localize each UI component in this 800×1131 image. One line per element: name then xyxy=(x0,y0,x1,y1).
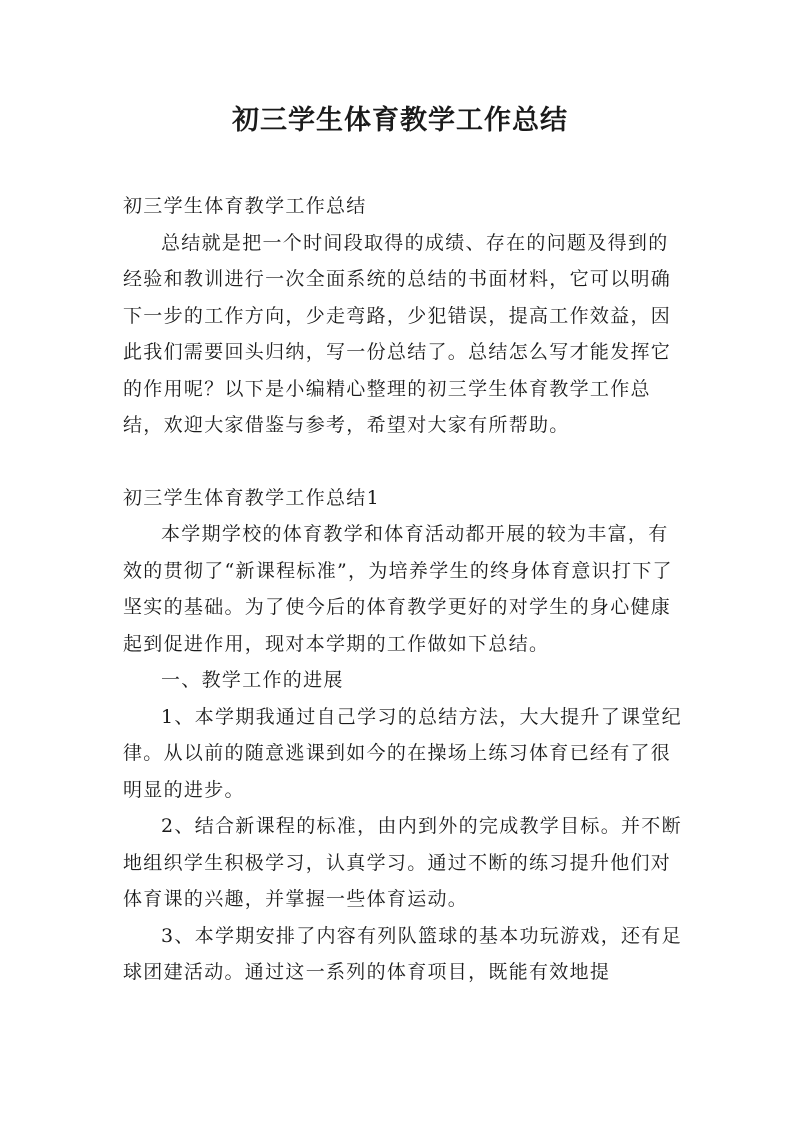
subsection-heading: 一、教学工作的进展 xyxy=(161,669,344,691)
list-item-1: 1、本学期我通过自己学习的总结方法，大大提升了课堂纪律。从以前的随意逃课到如今的在操场上练习体育已经有了很明显的进步。 xyxy=(123,705,682,801)
document-title: 初三学生体育教学工作总结 xyxy=(232,105,568,136)
list-item-3: 3、本学期安排了内容有列队篮球的基本功玩游戏，还有足球团建活动。通过这一系列的体育项目，既能有效地提 xyxy=(123,924,682,983)
section-intro-paragraph: 本学期学校的体育教学和体育活动都开展的较为丰富，有效的贯彻了“新课程标准”，为培养学生的终身体育意识打下了坚实的基础。为了使今后的体育教学更好的对学生的身心健康起到促进作用，现对本学期的工作做如下总结。 xyxy=(123,523,673,655)
document-body xyxy=(123,188,683,991)
intro-heading: 初三学生体育教学工作总结 xyxy=(123,195,367,217)
section-heading: 初三学生体育教学工作总结1 xyxy=(123,486,380,509)
list-item-2: 2、结合新课程的标准，由内到外的完成教学目标。并不断地组织学生积极学习，认真学习。通过不断的练习提升他们对体育课的兴趣，并掌握一些体育运动。 xyxy=(123,815,682,910)
intro-paragraph: 总结就是把一个时间段取得的成绩、存在的问题及得到的经验和教训进行一次全面系统的总结的书面材料，它可以明确下一步的工作方向，少走弯路，少犯错误，提高工作效益，因此我们需要回头归纳，写一份总结了。总结怎么写才能发挥它的作用呢？以下是小编精心整理的初三学生体育教学工作总结，欢迎大家借鉴与参考，希望对大家有所帮助。 xyxy=(123,231,672,436)
